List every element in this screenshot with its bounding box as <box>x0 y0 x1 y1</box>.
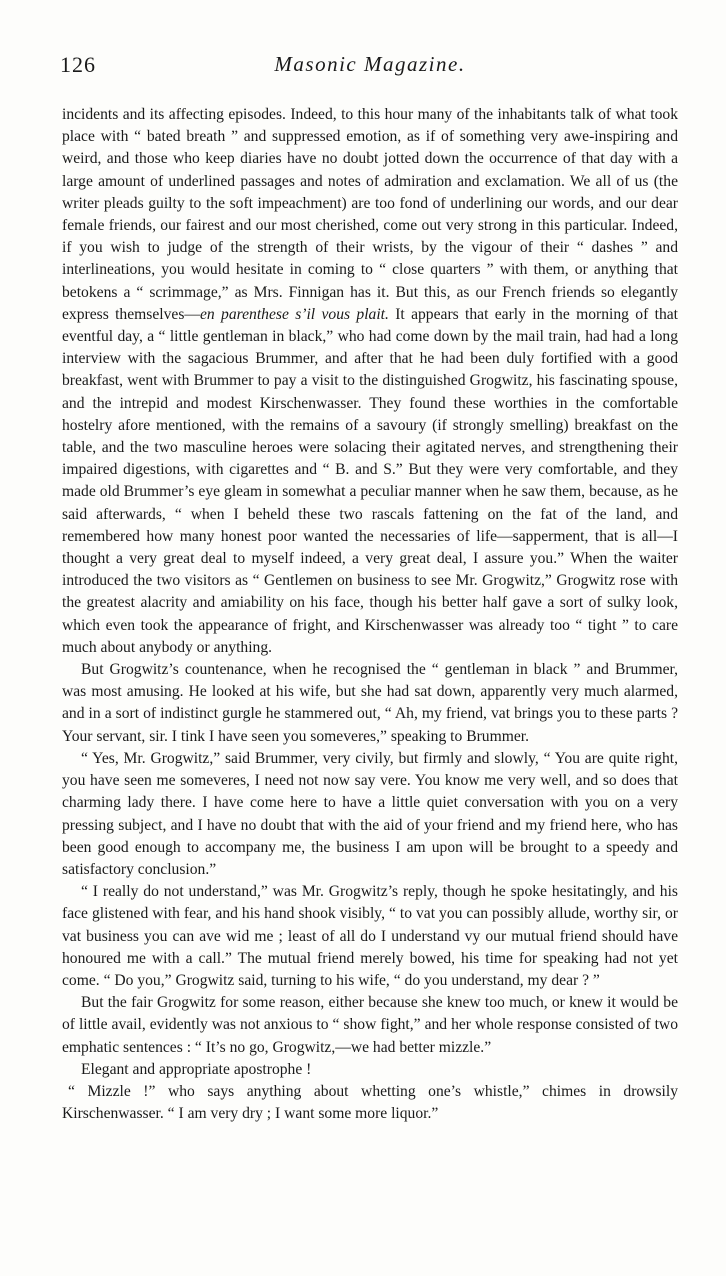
article-body <box>62 104 678 1125</box>
running-title: Masonic Magazine. <box>274 52 466 76</box>
paragraph: “ Mizzle !” who says anything about whetting one’s whistle,” chimes in drowsily Kirschenwasser. “ I am very dry ; I want some more liquor.” <box>62 1082 678 1123</box>
paragraph-text: It appears that early in the morning of that eventful day, a “ little gentleman in black,” who had come down by the mail train, had had a long interview with the sagacious Brummer, and after that he had been duly fortified with a good breakfast, went with Brummer to pay a visit to the distinguished Grogwitz, his fascinating spouse, and the intrepid and modest Kirschenwasser. They found these worthies in the comfortable hostelry afore mentioned, with the remains of a savoury (if strongly smelling) breakfast on the table, and the two masculine heroes were solacing their agitated nerves, and strengthening their impaired digestions, with cigarettes and “ B. and S.” But they were very comfortable, and they made old Brummer’s eye gleam in somewhat a peculiar manner when he saw them, because, as he said afterwards, “ when I beheld these two rascals fattening on the fat of the land, and remembered how many honest poor wanted the necessaries of life—sapperment, that is all—I thought a very great deal to myself indeed, a very great deal, I assure you.” When the waiter introduced the two visitors as “ Gentlemen on business to see Mr. Grogwitz,” Grogwitz rose with the greatest alacrity and amiability on his face, though his better half gave a sort of sulky look, which even took the appearance of fright, and Kirschenwasser was already too “ tight ” to care much about anybody or anything. <box>62 305 678 656</box>
paragraph: “ I really do not understand,” was Mr. Grogwitz’s reply, though he spoke hesitatingly, and his face glistened with fear, and his hand shook visibly, “ to vat you can possibly allude, worthy sir, or vat business you can ave wid me ; least of all do I understand vy our mutual friend should have honoured me with a call.” The mutual friend merely bowed, his time for speaking had not yet come. “ Do you,” Grogwitz said, turning to his wife, “ do you understand, my dear ? ” <box>62 883 678 989</box>
italic-phrase: en parenthese s’il vous plait. <box>199 305 389 323</box>
page-header <box>60 52 680 86</box>
paragraph-text: incidents and its affecting episodes. Indeed, to this hour many of the inhabitants talk of what took place with “ bated breath ” and suppressed emotion, as if of something very awe-inspiring and weird, and those who keep diaries have no doubt jotted down the occurrence of that day with a large amount of underlined passages and notes of admiration and exclamation. We all of us (the writer pleads guilty to the soft impeachment) are too fond of underlining our words, and our dear female friends, our fairest and our most cherished, come out very strong in this particular. Indeed, if you wish to judge of the strength of their wrists, by the vigour of their “ dashes ” and interlineations, you would hesitate in coming to “ close quarters ” with them, or anything that betokens a “ scrimmage,” as Mrs. Finnigan has it. But this, as our French friends so elegantly express themselves— <box>62 106 678 323</box>
paragraph: But the fair Grogwitz for some reason, either because she knew too much, or knew it would be of little avail, evidently was not anxious to “ show fight,” and her whole response consisted of two emphatic sentences : “ It’s no go, Grogwitz,—we had better mizzle.” <box>62 994 678 1056</box>
paragraph: “ Yes, Mr. Grogwitz,” said Brummer, very civily, but firmly and slowly, “ You are quite right, you have seen me someveres, I need not now say vere. You know me very well, and so does that charming lady there. I have come here to have a little quiet conversation with you on a very pressing subject, and I have no doubt that with the aid of your friend and my friend here, who has been good enough to accompany me, the business I am upon will be brought to a speedy and satisfactory conclusion.” <box>62 749 678 878</box>
page-number: 126 <box>60 52 96 77</box>
paragraph: But Grogwitz’s countenance, when he recognised the “ gentleman in black ” and Brummer, was most amusing. He looked at his wife, but she had sat down, apparently very much alarmed, and in a sort of indistinct gurgle he stammered out, “ Ah, my friend, vat brings you to these parts ? Your servant, sir. I tink I have seen you someveres,” speaking to Brummer. <box>62 661 678 745</box>
paragraph <box>62 104 678 659</box>
paragraph: Elegant and appropriate apostrophe ! <box>81 1060 312 1078</box>
